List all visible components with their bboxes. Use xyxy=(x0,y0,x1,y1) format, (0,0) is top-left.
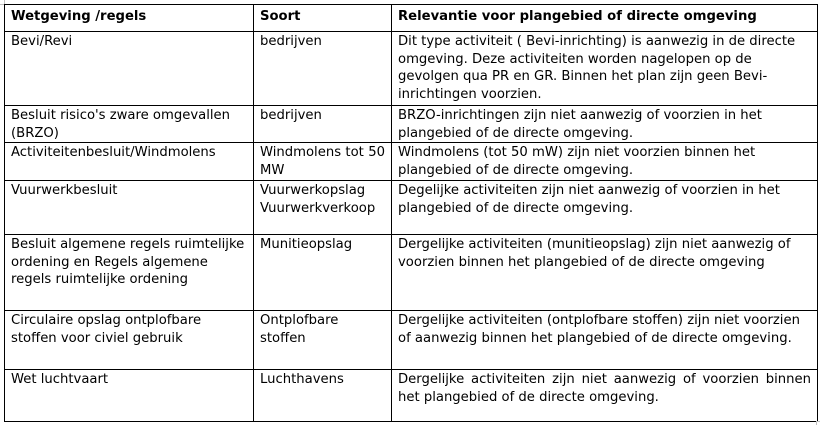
table-row xyxy=(5,32,818,106)
cell-wetgeving: Circulaire opslag ontplofbare stoffen voor civiel gebruik xyxy=(5,311,254,370)
cell-relevantie: Dit type activiteit ( Bevi-inrichting) is aanwezig in de directe omgeving. Deze activiteiten worden nagelopen op de gevolgen qua PR en GR. Binnen het plan zijn geen Bevi-inrichtingen voorzien. xyxy=(392,32,818,106)
table-row xyxy=(5,235,818,311)
cell-soort: Windmolens tot 50 MW xyxy=(254,143,392,181)
cell-soort: bedrijven xyxy=(254,106,392,143)
cell-wetgeving: Besluit algemene regels ruimtelijke ordening en Regels algemene regels ruimtelijke ordening xyxy=(5,235,254,311)
table-row xyxy=(5,106,818,143)
table-corner-mark-bottom-right xyxy=(816,421,820,425)
header-soort: Soort xyxy=(254,5,392,32)
table-header-row xyxy=(5,5,818,32)
cell-wetgeving: Vuurwerkbesluit xyxy=(5,181,254,235)
table-row xyxy=(5,143,818,181)
cell-soort: Luchthavens xyxy=(254,370,392,422)
cell-wetgeving: Activiteitenbesluit/Windmolens xyxy=(5,143,254,181)
cell-relevantie: Dergelijke activiteiten zijn niet aanwezig of voorzien binnen het plangebied of de directe omgeving. xyxy=(392,370,818,422)
cell-relevantie: Dergelijke activiteiten (ontplofbare stoffen) zijn niet voorzien of aanwezig binnen het plangebied of de directe omgeving. xyxy=(392,311,818,370)
table-row xyxy=(5,370,818,422)
cell-relevantie: Dergelijke activiteiten (munitieopslag) zijn niet aanwezig of voorzien binnen het plangebied of de directe omgeving xyxy=(392,235,818,311)
table-row xyxy=(5,311,818,370)
cell-wetgeving: Besluit risico's zware omgevallen (BRZO) xyxy=(5,106,254,143)
cell-relevantie: BRZO-inrichtingen zijn niet aanwezig of voorzien in het plangebied of de directe omgeving. xyxy=(392,106,818,143)
cell-relevantie: Degelijke activiteiten zijn niet aanwezig of voorzien in het plangebied of de directe omgeving. xyxy=(392,181,818,235)
header-relevantie: Relevantie voor plangebied of directe omgeving xyxy=(392,5,818,32)
cell-soort: Vuurwerkopslag Vuurwerkverkoop xyxy=(254,181,392,235)
cell-soort: bedrijven xyxy=(254,32,392,106)
regulations-table xyxy=(4,4,818,422)
table-row xyxy=(5,181,818,235)
cell-soort: Ontplofbare stoffen xyxy=(254,311,392,370)
cell-soort: Munitieopslag xyxy=(254,235,392,311)
cell-wetgeving: Bevi/Revi xyxy=(5,32,254,106)
header-wetgeving: Wetgeving /regels xyxy=(5,5,254,32)
cell-relevantie: Windmolens (tot 50 mW) zijn niet voorzien binnen het plangebied of de directe omgeving. xyxy=(392,143,818,181)
cell-wetgeving: Wet luchtvaart xyxy=(5,370,254,422)
